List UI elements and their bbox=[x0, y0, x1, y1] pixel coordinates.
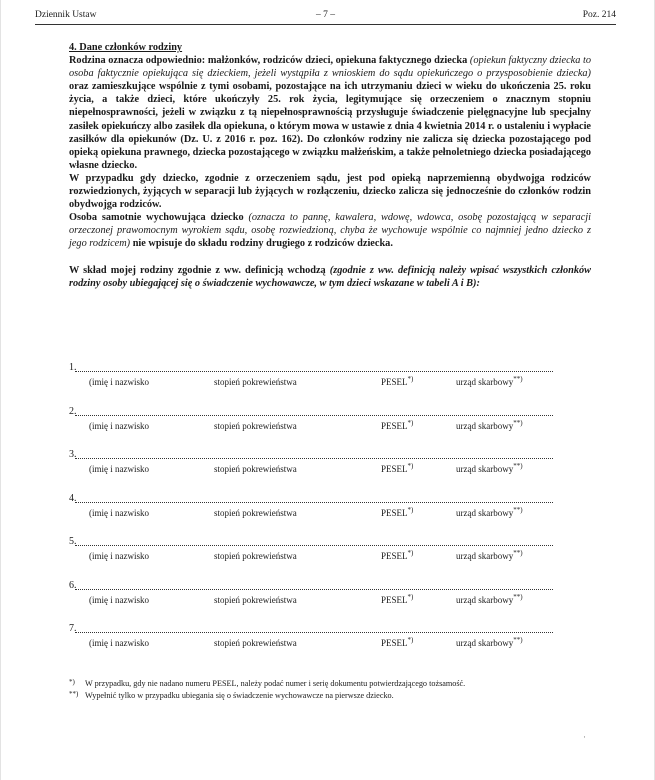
caption-name: (imię i nazwisko bbox=[89, 507, 149, 518]
member-number: 2. bbox=[69, 405, 77, 417]
caption-tax-office: urząd skarbowy**) bbox=[456, 418, 523, 431]
page-header bbox=[35, 10, 616, 25]
member-entry-field[interactable] bbox=[75, 415, 553, 416]
caption-relation: stopień pokrewieństwa bbox=[214, 594, 297, 605]
alternating-custody-paragraph: W przypadku gdy dziecko, zgodnie z orzeczeniem sądu, jest pod opieką naprzemienną obydwojga rodziców rozwiedzionych, żyjących w separacji lub żyjących w rozłączeniu, dziecko zalicza się jednocześnie do członków rodzin obydwojga rodziców. bbox=[69, 172, 591, 211]
caption-pesel: PESEL*) bbox=[381, 636, 414, 648]
caption-pesel: PESEL*) bbox=[381, 375, 414, 387]
footnote-mark: **) bbox=[69, 690, 79, 698]
family-member-row bbox=[69, 493, 553, 537]
member-entry-field[interactable] bbox=[75, 632, 553, 633]
footnote-text: W przypadku, gdy nie nadano numeru PESEL, należy podać numer i serię dokumentu potwierdzającego tożsamość. bbox=[85, 679, 466, 688]
caption-relation: stopień pokrewieństwa bbox=[214, 420, 297, 431]
caption-pesel: PESEL*) bbox=[381, 462, 414, 474]
page-mark: · bbox=[583, 732, 586, 742]
family-member-row bbox=[69, 362, 553, 406]
caption-name: (imię i nazwisko bbox=[89, 464, 149, 474]
caption-pesel: PESEL*) bbox=[381, 549, 414, 561]
caption-pesel: PESEL*) bbox=[381, 592, 414, 605]
caption-name: (imię i nazwisko bbox=[89, 638, 149, 648]
member-entry-field[interactable] bbox=[75, 545, 553, 546]
caption-name: (imię i nazwisko bbox=[89, 551, 149, 561]
caption-name: (imię i nazwisko bbox=[89, 377, 149, 387]
member-number: 7. bbox=[69, 623, 77, 634]
section-title: 4. Dane członków rodziny bbox=[69, 42, 183, 53]
caption-name: (imię i nazwisko bbox=[89, 594, 149, 605]
caption-relation: stopień pokrewieństwa bbox=[214, 464, 297, 474]
caption-relation: stopień pokrewieństwa bbox=[214, 638, 297, 648]
footnotes bbox=[69, 678, 589, 702]
page-number: – 7 – bbox=[316, 10, 335, 20]
caption-relation: stopień pokrewieństwa bbox=[214, 507, 297, 518]
caption-tax-office: urząd skarbowy**) bbox=[456, 462, 523, 474]
position-number: Poz. 214 bbox=[582, 10, 616, 20]
member-number: 3. bbox=[69, 449, 77, 460]
member-entry-field[interactable] bbox=[75, 589, 553, 590]
member-number: 5. bbox=[69, 536, 77, 547]
member-number: 4. bbox=[69, 492, 77, 504]
footnote-mark: *) bbox=[69, 678, 75, 686]
member-entry-field[interactable] bbox=[75, 502, 553, 503]
caption-tax-office: urząd skarbowy**) bbox=[456, 636, 523, 648]
family-member-row bbox=[69, 449, 553, 493]
caption-tax-office: urząd skarbowy**) bbox=[456, 549, 523, 561]
section-content bbox=[69, 41, 591, 290]
family-member-row bbox=[69, 623, 553, 667]
member-entry-field[interactable] bbox=[75, 371, 553, 372]
footnote-text: Wypełnić tylko w przypadku ubiegania się o świadczenie wychowawcze na pierwsze dziecko. bbox=[85, 691, 394, 700]
family-member-row bbox=[69, 580, 553, 624]
family-member-row bbox=[69, 536, 553, 580]
family-definition-paragraph: Rodzina oznacza odpowiednio: małżonków, rodziców dzieci, opiekuna faktycznego dziecka (opiekun faktyczny dziecka to osoba faktycznie opiekująca się dzieckiem, jeżeli wystąpiła z wnioskiem do sądu opiekuńczego o przysposobienie dziecka) oraz zamieszkujące wspólnie z tymi osobami, pozostające na ich utrzymaniu dzieci w wieku do ukończenia 25. roku życia, a także dzieci, które ukończyły 25. rok życia, legitymujące się orzeczeniem o znacznym stopniu niepełnosprawności, jeżeli w związku z tą niepełnosprawnością przysługuje świadczenie pielęgnacyjne lub specjalny zasiłek opiekuńczy albo zasiłek dla opiekuna, o którym mowa w ustawie z dnia 4 kwietnia 2014 r. o ustaleniu i wypłacie zasiłków dla opiekunów (Dz. U. z 2016 r. poz. 162). Do członków rodziny nie zalicza się dziecka pozostającego pod opieką opiekuna prawnego, dziecka pozostającego w związku małżeńskim, a także pełnoletniego dziecka posiadającego własne dziecko. bbox=[69, 55, 591, 171]
footnote bbox=[69, 678, 589, 690]
single-parent-paragraph: Osoba samotnie wychowująca dziecko (oznacza to pannę, kawalera, wdowę, wdowca, osobę pozostającą w separacji orzeczonej prawomocnym wyrokiem sądu, osobę rozwiedzioną, chyba że wychowuje wspólnie co najmniej jedno dziecko z jego rodzicem) nie wpisuje do składu rodziny drugiego z rodziców dziecka. bbox=[69, 212, 591, 250]
caption-relation: stopień pokrewieństwa bbox=[214, 377, 297, 387]
caption-relation: stopień pokrewieństwa bbox=[214, 551, 297, 561]
footnote bbox=[69, 690, 589, 702]
caption-tax-office: urząd skarbowy**) bbox=[456, 592, 523, 605]
caption-tax-office: urząd skarbowy**) bbox=[456, 375, 523, 387]
family-composition-intro: W skład mojej rodziny zgodnie z ww. definicją wchodzą (zgodnie z ww. definicją należy wpisać wszystkich członków rodziny osoby ubiegającej się o świadczenie wychowawcze, w tym dzieci wskazane w tabeli A i B): bbox=[69, 264, 592, 289]
caption-pesel: PESEL*) bbox=[381, 505, 414, 518]
member-entry-field[interactable] bbox=[75, 458, 553, 459]
member-number: 6. bbox=[69, 579, 77, 591]
member-number: 1. bbox=[69, 362, 77, 373]
caption-tax-office: urząd skarbowy**) bbox=[456, 505, 523, 518]
family-member-row bbox=[69, 406, 553, 450]
caption-name: (imię i nazwisko bbox=[89, 420, 149, 431]
journal-name: Dziennik Ustaw bbox=[35, 10, 97, 20]
family-members-list bbox=[69, 362, 553, 667]
caption-pesel: PESEL*) bbox=[381, 418, 414, 431]
